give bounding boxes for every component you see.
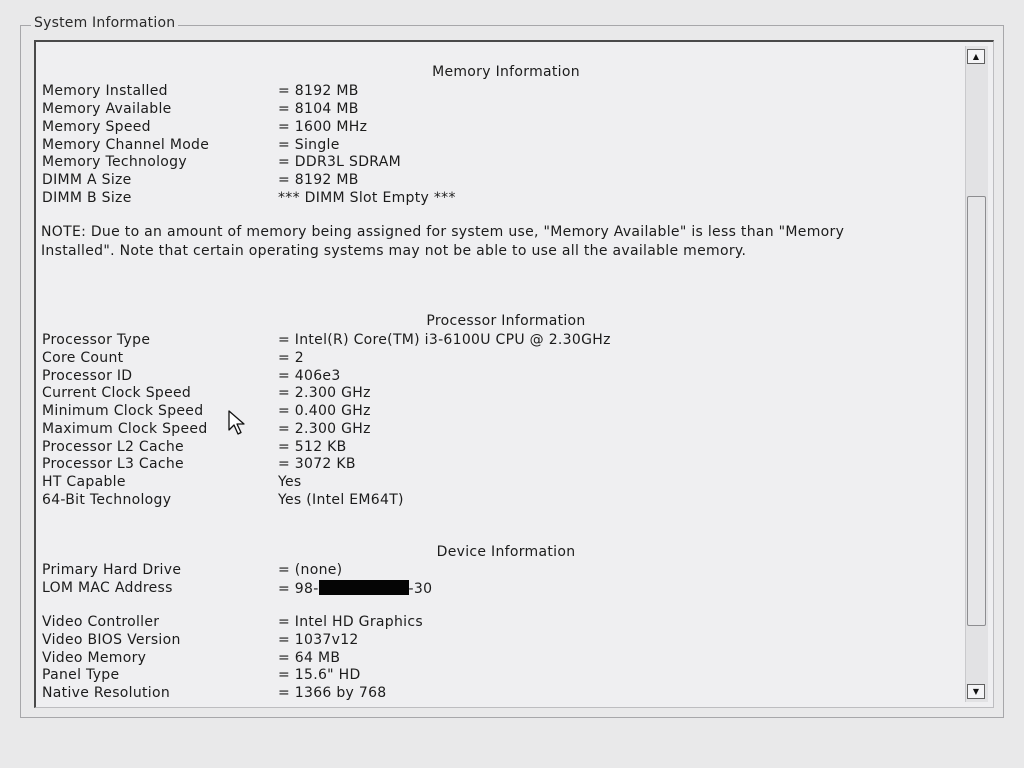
device-heading: Device Information <box>436 544 576 560</box>
row-value: = 406e3 <box>278 368 341 384</box>
mac-address-value <box>278 580 432 597</box>
row-label: Video Memory <box>42 650 147 666</box>
row-label: Minimum Clock Speed <box>42 403 204 419</box>
row-label: HT Capable <box>42 474 126 490</box>
info-content <box>36 42 961 706</box>
row-label: Primary Hard Drive <box>42 562 182 578</box>
row-label: Memory Speed <box>42 119 151 135</box>
row-value: = DDR3L SDRAM <box>278 154 402 170</box>
row-label: Memory Available <box>42 101 172 117</box>
processor-heading: Processor Information <box>426 313 586 329</box>
row-value: = 3072 KB <box>278 456 356 472</box>
row-value: = 15.6" HD <box>278 667 361 683</box>
row-value: = 512 KB <box>278 439 347 455</box>
row-label: Processor Type <box>42 332 151 348</box>
mac-suffix: -30 <box>408 581 433 597</box>
row-label: DIMM B Size <box>42 190 132 206</box>
row-value: = Intel HD Graphics <box>278 614 423 630</box>
row-value: = 1600 MHz <box>278 119 368 135</box>
vertical-scrollbar[interactable] <box>965 46 988 702</box>
row-label: Memory Installed <box>42 83 168 99</box>
row-value: = 2.300 GHz <box>278 385 371 401</box>
row-label: Current Clock Speed <box>42 385 192 401</box>
scroll-track[interactable] <box>966 68 988 682</box>
row-value: = 8192 MB <box>278 83 359 99</box>
row-value: = 1366 by 768 <box>278 685 387 701</box>
row-label: Panel Type <box>42 667 120 683</box>
row-label: Core Count <box>42 350 124 366</box>
mac-prefix: = 98- <box>278 581 319 597</box>
row-value: = Single <box>278 137 340 153</box>
row-label: LOM MAC Address <box>42 580 173 596</box>
row-label: 64-Bit Technology <box>42 492 172 508</box>
row-value: = 2 <box>278 350 304 366</box>
row-label: Memory Technology <box>42 154 187 170</box>
row-label: Processor L3 Cache <box>42 456 184 472</box>
scroll-down-arrow-icon[interactable]: ▼ <box>967 684 985 699</box>
row-value: = 8192 MB <box>278 172 359 188</box>
row-label: Native Resolution <box>42 685 171 701</box>
memory-heading: Memory Information <box>432 64 580 80</box>
row-label: Processor L2 Cache <box>42 439 184 455</box>
row-label: Memory Channel Mode <box>42 137 210 153</box>
row-value: = (none) <box>278 562 343 578</box>
group-title: System Information <box>31 15 178 31</box>
row-label: Video BIOS Version <box>42 632 181 648</box>
row-value: = 8104 MB <box>278 101 359 117</box>
row-value: = 1037v12 <box>278 632 359 648</box>
mouse-pointer-icon <box>227 410 249 436</box>
scroll-thumb[interactable] <box>967 196 986 626</box>
row-value: Yes <box>278 474 302 490</box>
scroll-up-arrow-icon[interactable]: ▲ <box>967 49 985 64</box>
row-label: Video Controller <box>42 614 160 630</box>
row-value: Yes (Intel EM64T) <box>278 492 404 508</box>
row-value: = 0.400 GHz <box>278 403 371 419</box>
row-value: *** DIMM Slot Empty *** <box>278 190 456 206</box>
redaction-bar <box>319 580 409 595</box>
memory-note: NOTE: Due to an amount of memory being assigned for system use, "Memory Available" is less than "Memory Installed". Note that certain operating systems may not be able to use all the available memory. <box>41 224 845 259</box>
row-value: = 2.300 GHz <box>278 421 371 437</box>
row-value: = Intel(R) Core(TM) i3-6100U CPU @ 2.30GHz <box>278 332 611 348</box>
info-panel <box>34 40 994 708</box>
row-label: Maximum Clock Speed <box>42 421 208 437</box>
row-value: = 64 MB <box>278 650 341 666</box>
row-label: Processor ID <box>42 368 133 384</box>
row-label: DIMM A Size <box>42 172 132 188</box>
